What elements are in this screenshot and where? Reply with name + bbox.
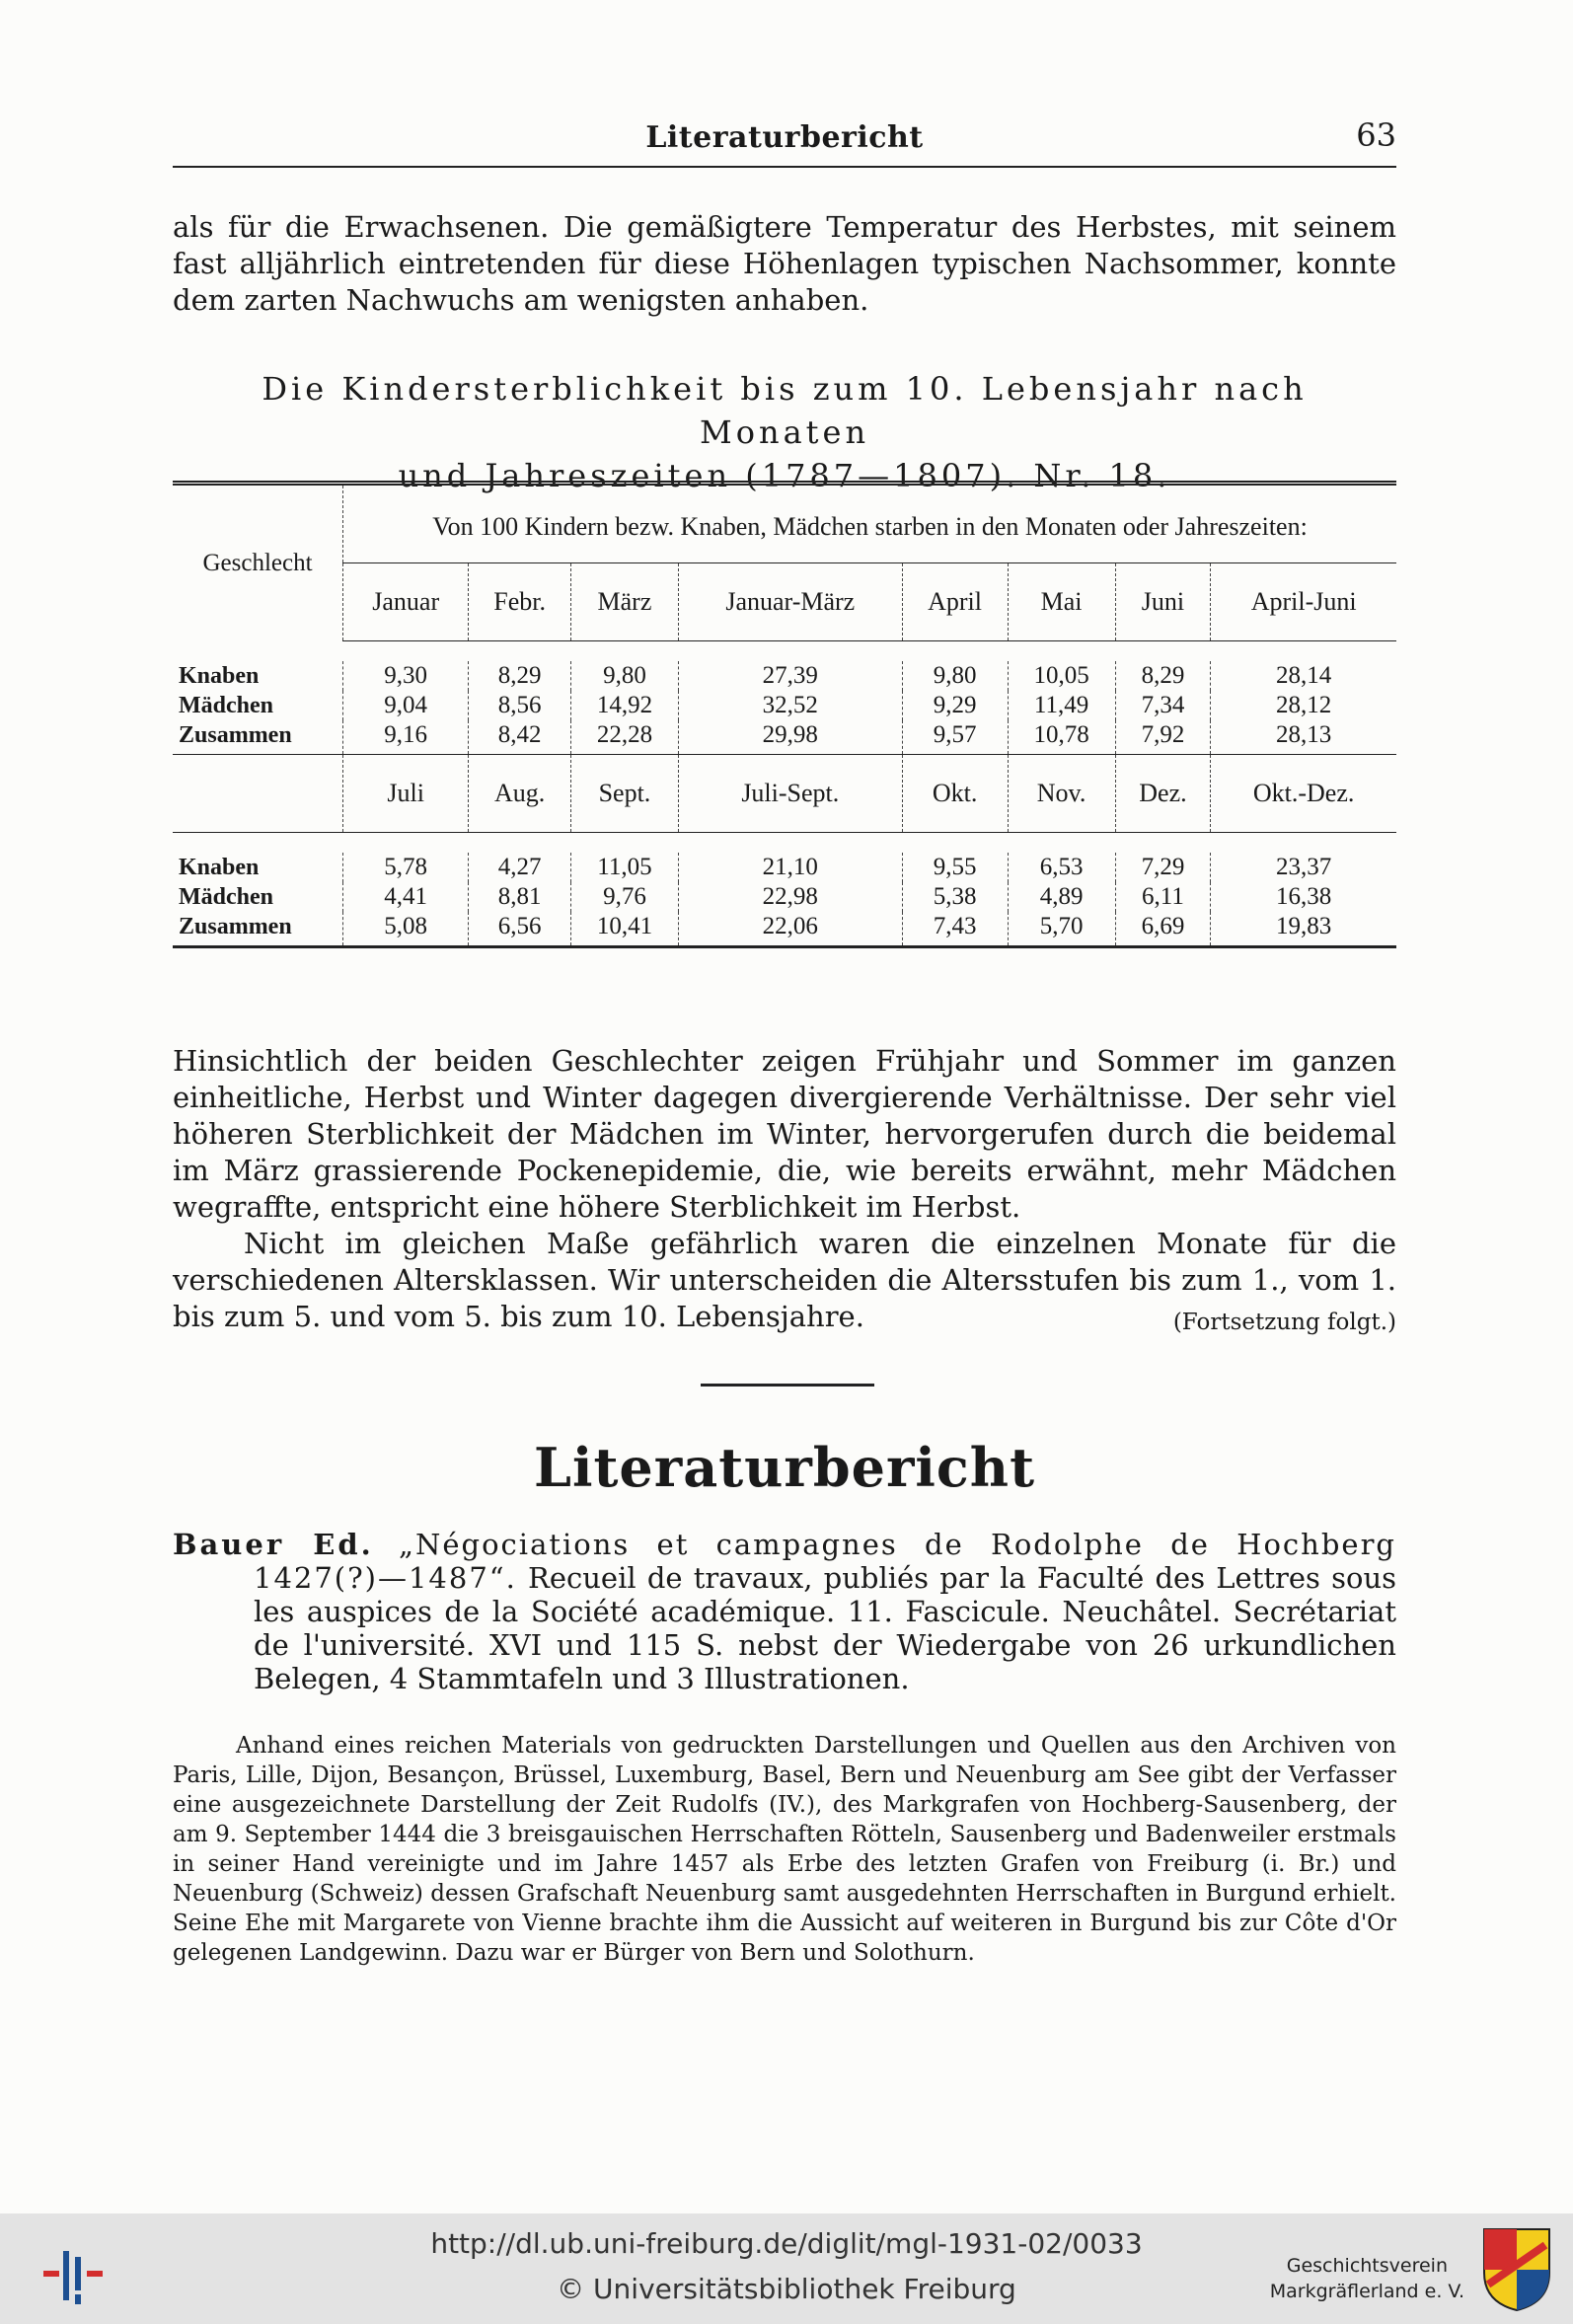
month-header: Dez. <box>1115 755 1211 833</box>
mortality-table <box>173 481 1396 948</box>
table-cell: 4,41 <box>343 882 469 912</box>
table-cell: 8,29 <box>1115 661 1211 691</box>
table-row <box>173 882 1396 912</box>
season-header: Juli-Sept. <box>678 755 902 833</box>
row-label: Knaben <box>173 661 343 691</box>
running-title: Literaturbericht <box>645 120 924 155</box>
table-cell: 10,05 <box>1008 661 1115 691</box>
month-header: Okt. <box>902 755 1008 833</box>
row-label: Knaben <box>173 853 343 882</box>
table-cell: 6,53 <box>1008 853 1115 882</box>
table-cell: 11,05 <box>570 853 678 882</box>
table-cell: 9,80 <box>902 661 1008 691</box>
table-cell: 8,81 <box>469 882 571 912</box>
month-header: Juni <box>1115 563 1211 641</box>
table-cell: 23,37 <box>1276 854 1332 880</box>
table-cell: 10,78 <box>1008 720 1115 755</box>
table-cell: 7,34 <box>1115 691 1211 720</box>
empty-header-cell <box>173 755 343 833</box>
table-cell: 5,70 <box>1008 912 1115 947</box>
review-text: Anhand eines reichen Materials von gedruckten Darstellungen und Quellen aus den Archiven von Paris, Lille, Dijon, Besançon, Brüssel, Luxemburg, Basel, Bern und Neuenburg am See gibt der Verfasser eine ausgezeichnete Darstellung der Zeit Rudolfs (IV.), des Markgrafen von Hochberg-Sausenberg, der am 9. September 1444 die 3 breisgauischen Herrschaften Rötteln, Sausenberg und Badenweiler erstmals in seiner Hand vereinigte und im Jahre 1457 als Erbe des letzten Grafen von Freiburg (i. Br.) und Neuenburg (Schweiz) dessen Grafschaft Neuenburg samt ausgedehnten Herrschaften in Burgund erhielt. Seine Ehe mit Margarete von Vienne brachte ihm die Aussicht auf weiteren in Burgund bis zur Côte d'Or gelegenen Landgewinn. Dazu war er Bürger von Bern und Solothurn. <box>173 1733 1396 1966</box>
table-cell: 5,38 <box>902 882 1008 912</box>
column-header-sex: Geschlecht <box>173 484 343 641</box>
table-caption-line-1: Die Kindersterblichkeit bis zum 10. Lebensjahr nach Monaten <box>262 370 1308 451</box>
month-header: März <box>570 563 678 641</box>
table-cell: 9,76 <box>570 882 678 912</box>
table-cell: 10,41 <box>570 912 678 947</box>
second-header-row <box>173 755 1396 833</box>
paragraph-2: Hinsichtlich der beiden Geschlechter zeigen Frühjahr und Sommer im ganzen einheitliche, Herbst und Winter dagegen divergierende Verhältnisse. Der sehr viel höheren Sterblichkeit der Mädchen im Winter, hervorgerufen durch die beidemal im März grassierende Pockenepidemie, die, wie bereits erwähnt, mehr Mädchen wegraffte, entspricht eine höhere Sterblichkeit im Herbst. <box>173 1044 1396 1224</box>
table-cell: 28,12 <box>1276 692 1332 718</box>
row-label: Mädchen <box>173 691 343 720</box>
table-row <box>173 691 1396 720</box>
table-row <box>173 853 1396 882</box>
month-header: Sept. <box>570 755 678 833</box>
table-cell: 6,56 <box>469 912 571 947</box>
spanning-header: Von 100 Kindern bezw. Knaben, Mädchen starben in den Monaten oder Jahreszeiten: <box>343 484 1397 563</box>
table-cell: 22,98 <box>678 882 902 912</box>
season-header: Okt.-Dez. <box>1211 755 1396 833</box>
table-cell: 32,52 <box>678 691 902 720</box>
row-label: Zusammen <box>173 912 343 947</box>
table-cell: 29,98 <box>678 720 902 755</box>
table-cell: 16,38 <box>1276 883 1332 910</box>
table-cell: 6,11 <box>1115 882 1211 912</box>
month-header: Febr. <box>469 563 571 641</box>
month-header: April <box>902 563 1008 641</box>
document-url[interactable]: http://dl.ub.uni-freiburg.de/diglit/mgl-1931-02/0033 <box>430 2227 1143 2260</box>
society-line-1: Geschichtsverein <box>1286 2255 1448 2277</box>
table-cell: 8,56 <box>469 691 571 720</box>
society-name <box>1270 2253 1464 2304</box>
section-title: Literaturbericht <box>533 1436 1036 1499</box>
table-cell: 5,08 <box>343 912 469 947</box>
table-cell: 9,55 <box>902 853 1008 882</box>
table-cell: 9,80 <box>570 661 678 691</box>
table-cell: 9,04 <box>343 691 469 720</box>
row-label: Mädchen <box>173 882 343 912</box>
table-caption <box>173 367 1396 497</box>
table-cell: 19,83 <box>1211 912 1396 947</box>
bibliography-entry <box>173 1528 1396 1695</box>
society-line-2: Markgräflerland e. V. <box>1269 2281 1464 2302</box>
table-row <box>173 720 1396 755</box>
table-cell: 7,43 <box>902 912 1008 947</box>
season-header: April-Juni <box>1211 563 1396 641</box>
month-header: Mai <box>1008 563 1115 641</box>
table-cell: 28,13 <box>1211 720 1396 755</box>
row-label: Zusammen <box>173 720 343 755</box>
viewer-footer <box>0 2213 1573 2324</box>
table-cell: 22,06 <box>678 912 902 947</box>
entry-author: Bauer Ed. <box>173 1528 374 1561</box>
paragraph-1: als für die Erwachsenen. Die gemäßigtere Temperatur des Herbstes, mit seinem fast alljährlich eintretenden für diese Höhenlagen typischen Nachsommer, konnte dem zarten Nachwuchs am wenigsten anhaben. <box>173 210 1396 317</box>
table-cell: 7,92 <box>1115 720 1211 755</box>
table-cell: 8,29 <box>469 661 571 691</box>
season-header: Januar-März <box>678 563 902 641</box>
page-number: 63 <box>1356 116 1396 154</box>
month-header: Januar <box>343 563 469 641</box>
table-caption-line-2: und Jahreszeiten (1787—1807). Nr. 18. <box>398 457 1171 494</box>
table-cell: 8,42 <box>469 720 571 755</box>
table-cell: 9,29 <box>902 691 1008 720</box>
table-cell: 28,14 <box>1276 662 1332 689</box>
table-cell: 5,78 <box>343 853 469 882</box>
table-cell: 4,27 <box>469 853 571 882</box>
table-cell: 9,57 <box>902 720 1008 755</box>
table-row <box>173 912 1396 947</box>
table-cell: 21,10 <box>678 853 902 882</box>
table-cell: 14,92 <box>570 691 678 720</box>
paragraph-3 <box>173 1226 1396 1341</box>
continuation-note: (Fortsetzung folgt.) <box>1172 1310 1396 1335</box>
entry-details: Recueil de travaux, publiés par la Faculté des Lettres sous les auspices de la Société académique. 11. Fascicule. Neuchâtel. Secrétariat de l'université. XVI und 115 S. nebst der Wiedergabe von 26 urkundlichen Belegen, 4 Stammtafeln und 3 Illustrationen. <box>254 1561 1397 1695</box>
entry-title: „Négociations et campagnes de Rodolphe de Hochberg 1427(?)—1487“. <box>254 1528 1397 1595</box>
table-cell: 11,49 <box>1008 691 1115 720</box>
table-cell: 9,30 <box>343 661 469 691</box>
copyright-notice: © Universitätsbibliothek Freiburg <box>557 2273 1016 2305</box>
month-header: Juli <box>343 755 469 833</box>
table-row <box>173 661 1396 691</box>
month-header: Aug. <box>469 755 571 833</box>
section-divider <box>701 1384 874 1387</box>
paragraph-3-text: Nicht im gleichen Maße gefährlich waren die einzelnen Monate für die verschiedenen Altersklassen. Wir unterscheiden die Altersstufen bis zum 1., vom 1. bis zum 5. und vom 5. bis zum 10. Lebensjahre. <box>173 1227 1396 1333</box>
table-cell: 4,89 <box>1008 882 1115 912</box>
running-head <box>173 116 1396 168</box>
month-header: Nov. <box>1008 755 1115 833</box>
coat-of-arms-icon <box>1480 2225 1553 2314</box>
table-cell: 7,29 <box>1115 853 1211 882</box>
table-cell: 9,16 <box>343 720 469 755</box>
table-cell: 27,39 <box>678 661 902 691</box>
table-cell: 22,28 <box>570 720 678 755</box>
table-cell: 6,69 <box>1115 912 1211 947</box>
